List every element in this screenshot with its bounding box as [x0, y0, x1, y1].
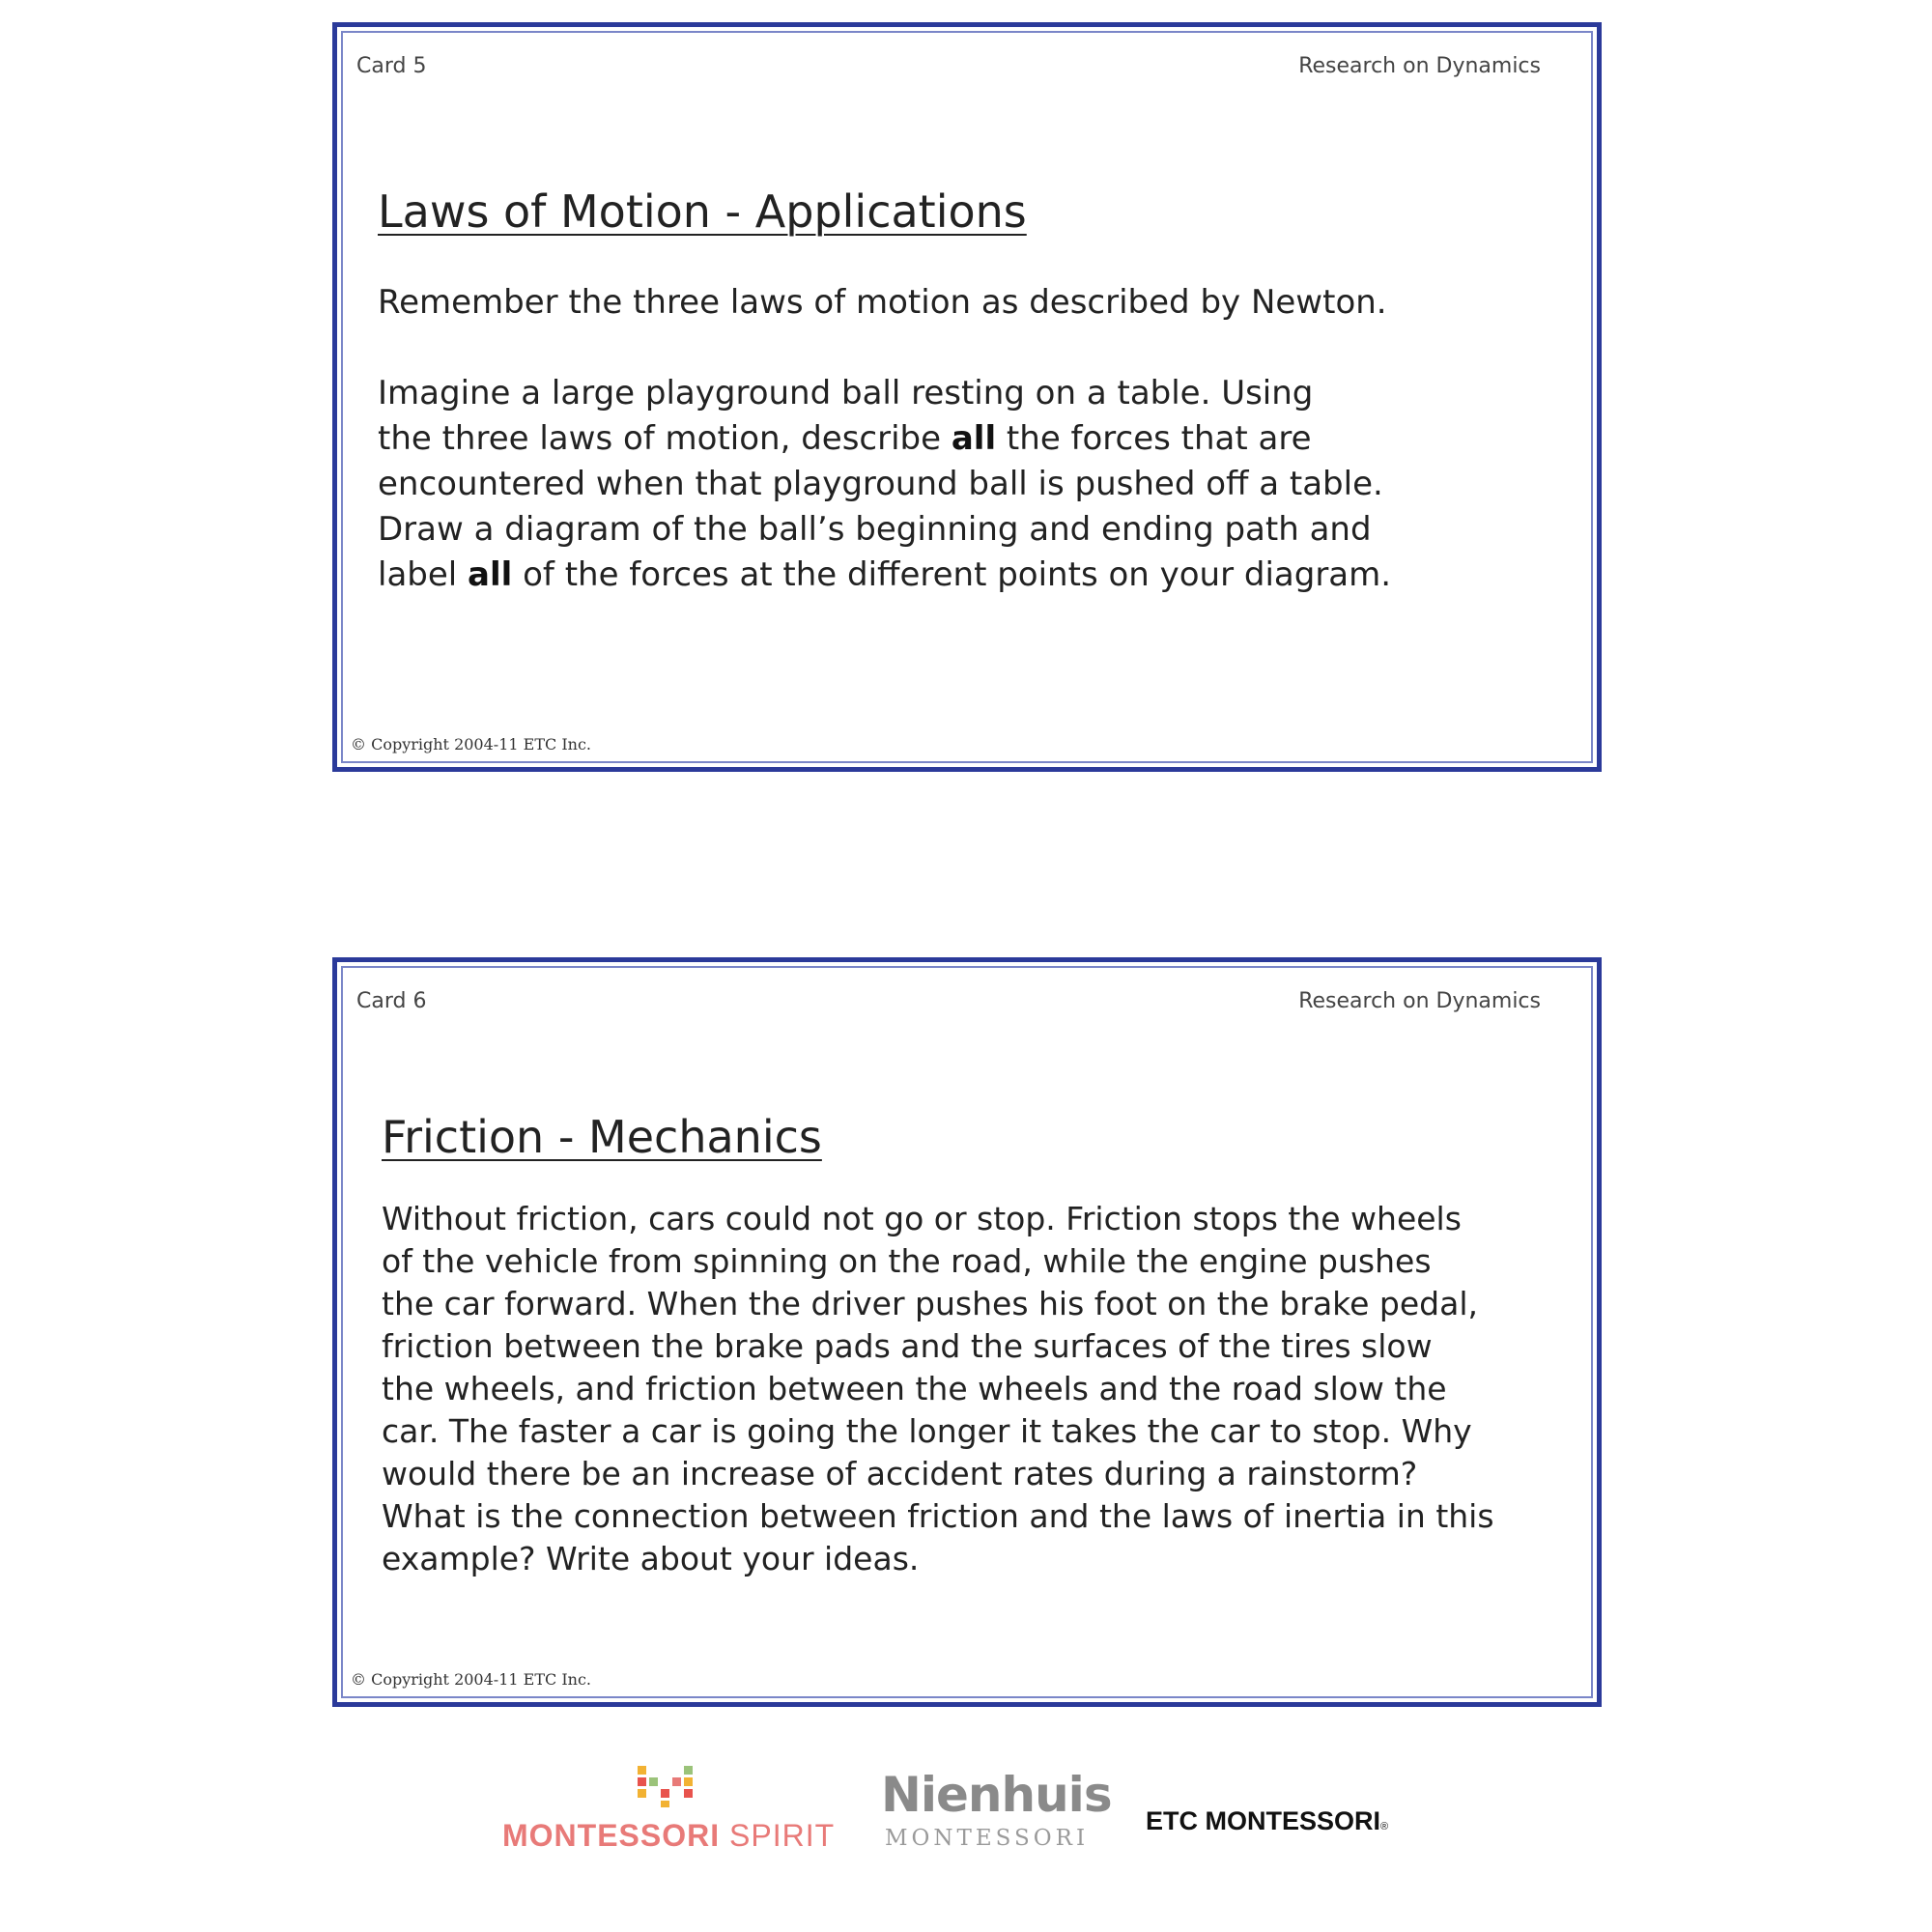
body-line: the wheels, and friction between the wheels and the road slow the [382, 1370, 1447, 1407]
body-line: the car forward. When the driver pushes his foot on the brake pedal, [382, 1285, 1478, 1322]
card-title: Friction - Mechanics [382, 1111, 822, 1163]
body-line: What is the connection between friction and the laws of inertia in this [382, 1497, 1494, 1535]
copyright-notice: © Copyright 2004-11 ETC Inc. [351, 1670, 591, 1689]
registered-mark: ® [1380, 1821, 1389, 1833]
card-number: Card 6 [356, 989, 427, 1013]
card-series-title: Research on Dynamics [1298, 989, 1541, 1013]
task-line: Imagine a large playground ball resting on a table. Using [378, 374, 1314, 412]
task-line: Draw a diagram of the ball’s beginning and ending path and [378, 510, 1372, 549]
nienhuis-logo [881, 1767, 1112, 1860]
card-title: Laws of Motion - Applications [378, 185, 1027, 238]
card-6 [332, 957, 1602, 1707]
body-line: friction between the brake pads and the surfaces of the tires slow [382, 1327, 1433, 1365]
nienhuis-wordmark: Nienhuis [881, 1767, 1112, 1823]
body-line: car. The faster a car is going the longer it takes the car to stop. Why [382, 1412, 1472, 1450]
card-series-title: Research on Dynamics [1298, 54, 1541, 78]
card-body-text [382, 1198, 1494, 1580]
card-task-text [378, 371, 1391, 598]
task-line: encountered when that playground ball is pushed off a table. [378, 465, 1383, 503]
card-intro-text: Remember the three laws of motion as described by Newton. [378, 283, 1387, 322]
card-5 [332, 22, 1602, 772]
body-line: Without friction, cars could not go or stop. Friction stops the wheels [382, 1200, 1462, 1237]
task-line: the three laws of motion, describe all the forces that are [378, 419, 1312, 458]
task-line: label all of the forces at the different points on your diagram. [378, 555, 1392, 594]
card-5-inner [341, 31, 1593, 763]
body-line: would there be an increase of accident rates during a rainstorm? [382, 1455, 1418, 1492]
card-number: Card 5 [356, 54, 427, 78]
montessori-spirit-mark-icon [638, 1766, 699, 1808]
emphasis-all: all [951, 419, 997, 458]
montessori-spirit-wordmark: MONTESSORI SPIRIT [502, 1818, 836, 1853]
body-line: of the vehicle from spinning on the road, while the engine pushes [382, 1242, 1432, 1280]
montessori-spirit-logo [502, 1766, 836, 1853]
nienhuis-subtitle: MONTESSORI [885, 1826, 1090, 1851]
body-line: example? Write about your ideas. [382, 1540, 920, 1577]
copyright-notice: © Copyright 2004-11 ETC Inc. [351, 735, 591, 753]
card-6-inner [341, 966, 1593, 1698]
emphasis-all: all [468, 555, 513, 594]
etc-montessori-logo: ETC MONTESSORI® [1146, 1806, 1389, 1835]
